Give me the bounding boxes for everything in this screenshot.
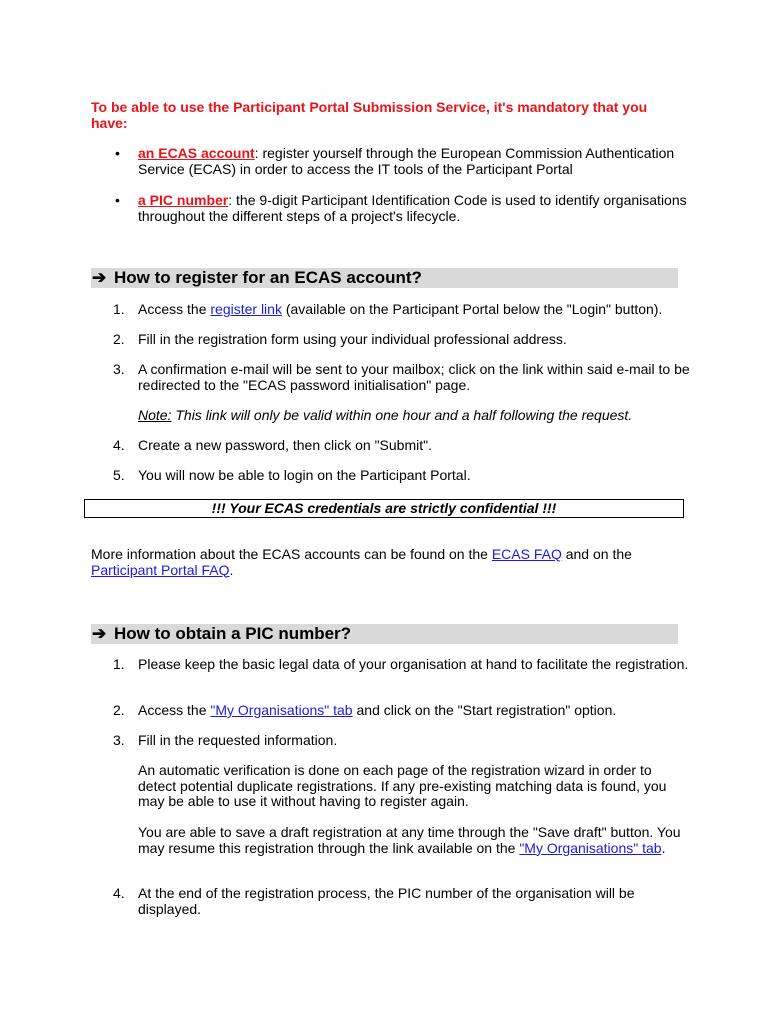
paragraph xyxy=(91,825,691,856)
step-number: 4. xyxy=(113,437,125,453)
ecas-step-4 xyxy=(91,438,691,454)
section-title: How to register for an ECAS account? xyxy=(114,268,422,287)
step-text: Fill in the registration form using your individual professional address. xyxy=(138,331,567,347)
confidential-notice: !!! Your ECAS credentials are strictly confidential !!! xyxy=(84,499,684,518)
step-text: and click on the "Start registration" option. xyxy=(352,702,617,718)
step-text: At the end of the registration process, the PIC number of the organisation will be displayed. xyxy=(138,885,635,917)
more-info-paragraph xyxy=(91,547,671,578)
pic-step-1 xyxy=(91,657,691,673)
list-item xyxy=(91,362,691,393)
more-info-text: More information about the ECAS accounts can be found on the xyxy=(91,546,492,562)
step-text: A confirmation e-mail will be sent to your mailbox; click on the link within said e-mail to be redirected to the "ECAS password initialisation" page. xyxy=(138,361,690,393)
pic-step-2 xyxy=(91,703,691,719)
my-organisations-tab-link[interactable]: "My Organisations" tab xyxy=(519,839,662,856)
ecas-account-description: : register yourself through the European Commission Authentication Service (ECAS) in order to access the IT tools of the Participant Portal xyxy=(138,145,675,177)
step-number: 1. xyxy=(113,301,125,317)
pic-step-3-para-2 xyxy=(91,825,691,856)
step-text: (available on the Participant Portal below the "Login" button). xyxy=(281,301,663,317)
section-heading-pic xyxy=(91,624,678,644)
note-label: Note: xyxy=(138,407,172,423)
my-organisations-tab-link[interactable]: "My Organisations" tab xyxy=(210,702,353,718)
paragraph: An automatic verification is done on each page of the registration wizard in order to detect potential duplicate registrations. If any pre-existing matching data is found, you may be able to use it without having to register again. xyxy=(138,762,667,809)
paragraph-text: You are able to save a draft registration at any time through the "Save draft" button. You may resume this registration through the link available on the xyxy=(138,824,681,856)
intro-text: To be able to use the Participant Portal Submission Service, it's mandatory that you have: xyxy=(91,99,648,131)
ecas-step-3 xyxy=(91,362,691,393)
step-number: 2. xyxy=(113,702,125,718)
pic-number-term: a PIC number xyxy=(138,192,229,208)
ecas-step-2 xyxy=(91,332,691,348)
step-number: 3. xyxy=(113,732,125,748)
pic-step-4 xyxy=(91,886,691,917)
step-number: 5. xyxy=(113,467,125,483)
requirements-list xyxy=(91,146,691,240)
list-item xyxy=(91,886,691,917)
step-number: 2. xyxy=(113,331,125,347)
note-text xyxy=(91,408,691,424)
step-number: 3. xyxy=(113,361,125,377)
list-item xyxy=(91,733,691,749)
step-number: 1. xyxy=(113,656,125,672)
note-body: This link will only be valid within one hour and a half following the request. xyxy=(171,407,633,423)
pic-number-description: : the 9-digit Participant Identification Code is used to identify organisations throughout the different steps of a project's lifecycle. xyxy=(138,192,687,224)
section-heading-ecas xyxy=(91,268,678,288)
list-item xyxy=(91,703,691,719)
list-item xyxy=(91,468,691,484)
ecas-step-5 xyxy=(91,468,691,484)
bullet-icon: • xyxy=(115,145,120,161)
ecas-account-term: an ECAS account xyxy=(138,145,255,161)
list-item xyxy=(91,332,691,348)
step-text: Access the xyxy=(138,301,211,317)
pic-step-3 xyxy=(91,733,691,749)
ecas-steps-list xyxy=(91,302,691,318)
arrow-right-icon: ➔ xyxy=(92,268,107,287)
list-item xyxy=(91,302,691,318)
pic-step-3-para-1 xyxy=(91,763,691,810)
participant-portal-faq-link[interactable]: Participant Portal FAQ xyxy=(91,561,230,578)
arrow-right-icon: ➔ xyxy=(92,624,107,643)
step-text: Access the xyxy=(138,702,211,718)
step-text: You will now be able to login on the Participant Portal. xyxy=(138,467,471,483)
step-text: Please keep the basic legal data of your organisation at hand to facilitate the registration. xyxy=(138,656,689,672)
register-link[interactable]: register link xyxy=(210,301,282,317)
step-number: 4. xyxy=(113,885,125,901)
more-info-text: . xyxy=(229,561,234,578)
list-item xyxy=(91,193,691,224)
section-title: How to obtain a PIC number? xyxy=(114,624,352,643)
list-item xyxy=(91,438,691,454)
list-item xyxy=(91,657,691,673)
step-text: Fill in the requested information. xyxy=(138,732,338,748)
ecas-faq-link[interactable]: ECAS FAQ xyxy=(491,546,562,562)
list-item xyxy=(91,146,691,177)
more-info-text: and on the xyxy=(561,546,632,562)
bullet-icon: • xyxy=(115,192,120,208)
step-text: Create a new password, then click on "Submit". xyxy=(138,437,432,453)
ecas-note xyxy=(91,408,691,424)
paragraph-text: . xyxy=(661,839,666,856)
